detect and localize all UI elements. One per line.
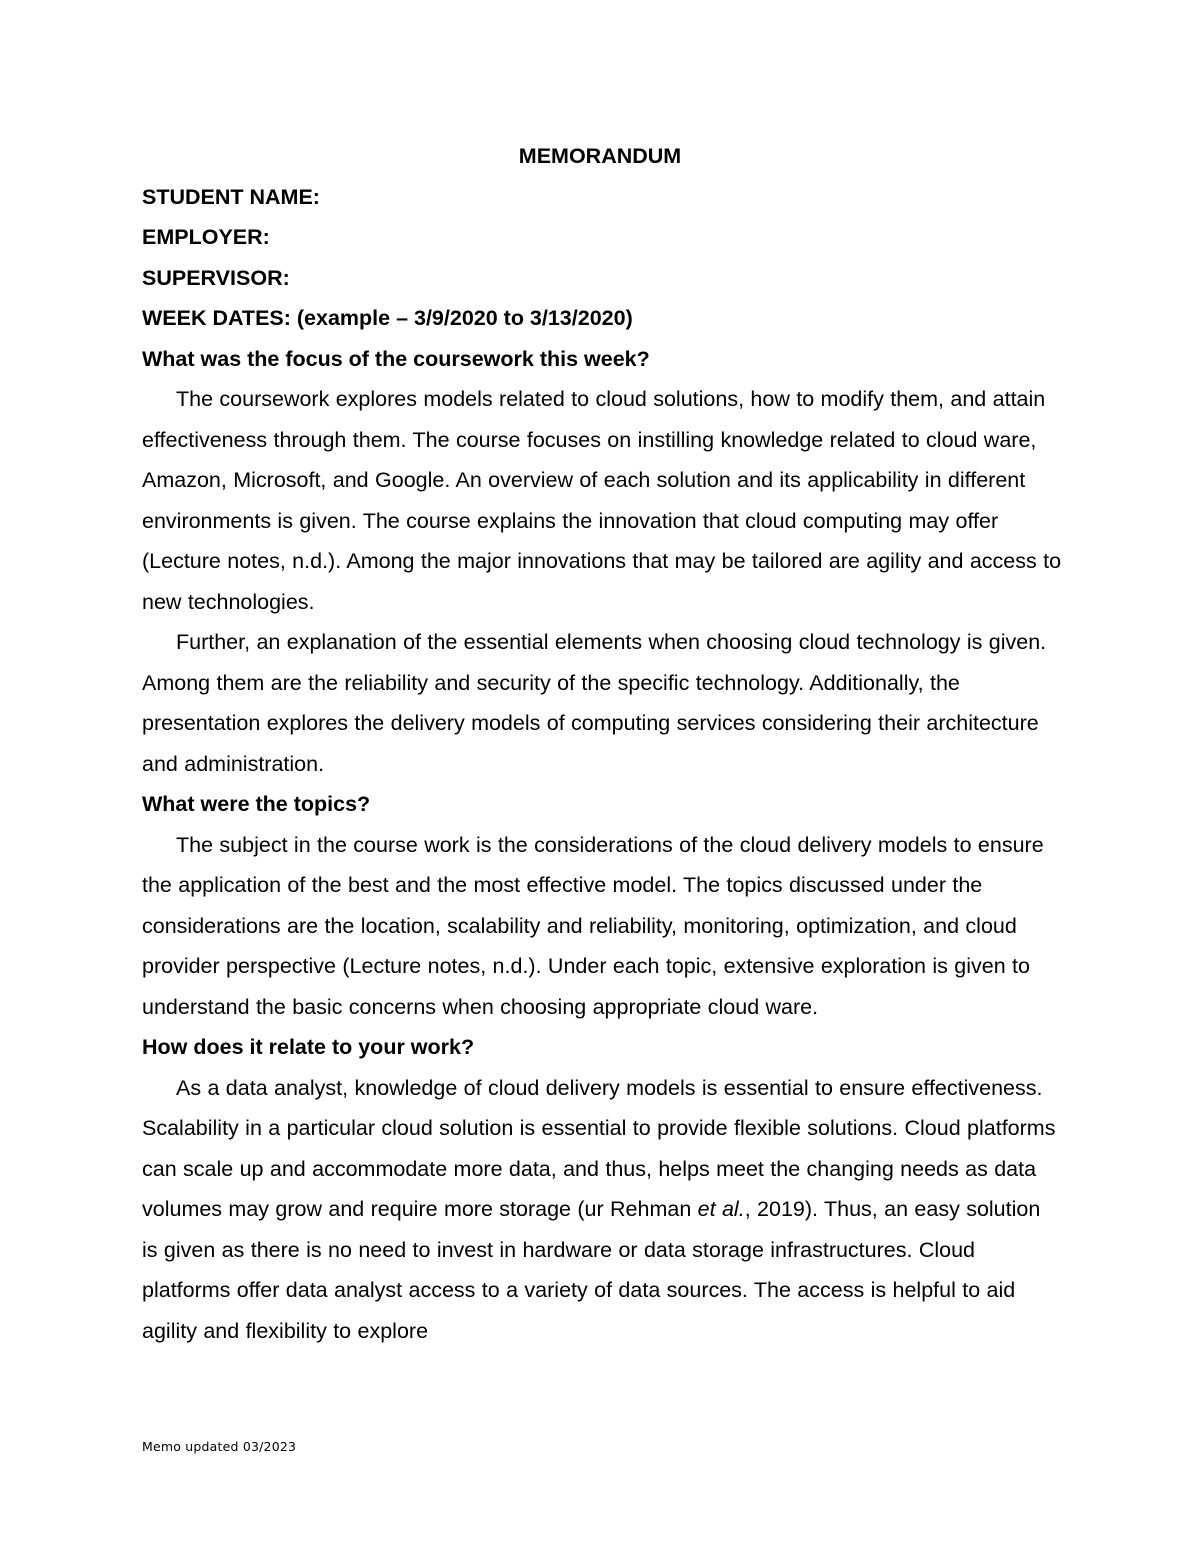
relation-paragraph	[142, 1068, 1062, 1352]
section-heading-topics: What were the topics?	[142, 792, 371, 816]
memo-content	[142, 136, 1062, 1351]
relation-text-part-2: , 2019). Thus, an easy solution is given as there is no need to invest in hardware or data storage infrastructures. Cloud platforms offer data analyst access to a variety of data sources. The access is helpful to aid agility and flexibility to explore	[142, 1197, 1041, 1343]
focus-paragraph-2: Further, an explanation of the essential elements when choosing cloud technology is given. Among them are the reliability and security of the specific technology. Additionally, the presentation explores the delivery models of computing services considering their architecture and administration.	[142, 630, 1047, 776]
relation-text-italic: et al.	[697, 1197, 745, 1221]
topics-paragraph: The subject in the course work is the considerations of the cloud delivery models to ensure the application of the best and the most effective model. The topics discussed under the considerations are the location, scalability and reliability, monitoring, optimization, and cloud provider perspective (Lecture notes, n.d.). Under each topic, extensive exploration is given to understand the basic concerns when choosing appropriate cloud ware.	[142, 832, 1044, 1019]
student-name-field: STUDENT NAME:	[142, 184, 320, 209]
week-dates-field: WEEK DATES: (example – 3/9/2020 to 3/13/2020)	[142, 306, 633, 330]
memo-title: MEMORANDUM	[518, 144, 682, 168]
section-heading-relation: How does it relate to your work?	[142, 1035, 475, 1059]
employer-field: EMPLOYER:	[142, 225, 270, 249]
section-heading-focus: What was the focus of the coursework this week?	[142, 346, 650, 371]
focus-paragraph-1: The coursework explores models related to cloud solutions, how to modify them, and attain effectiveness through them. The course focuses on instilling knowledge related to cloud ware, Amazon, Microsoft, and Google. An overview of each solution and its applicability in different environments is given. The course explains the innovation that cloud computing may offer (Lecture notes, n.d.). Among the major innovations that may be tailored are agility and access to new technologies.	[142, 387, 1062, 614]
memo-footer: Memo updated 03/2023	[142, 1439, 297, 1454]
relation-text-part-1: As a data analyst, knowledge of cloud delivery models is essential to ensure effectiveness. Scalability in a particular cloud solution is essential to provide flexible solutions. Cloud platforms can scale up and accommodate more data, and thus, helps meet the changing needs as data volumes may grow and require more storage (ur Rehman	[142, 1075, 1056, 1221]
supervisor-field: SUPERVISOR:	[142, 265, 290, 290]
